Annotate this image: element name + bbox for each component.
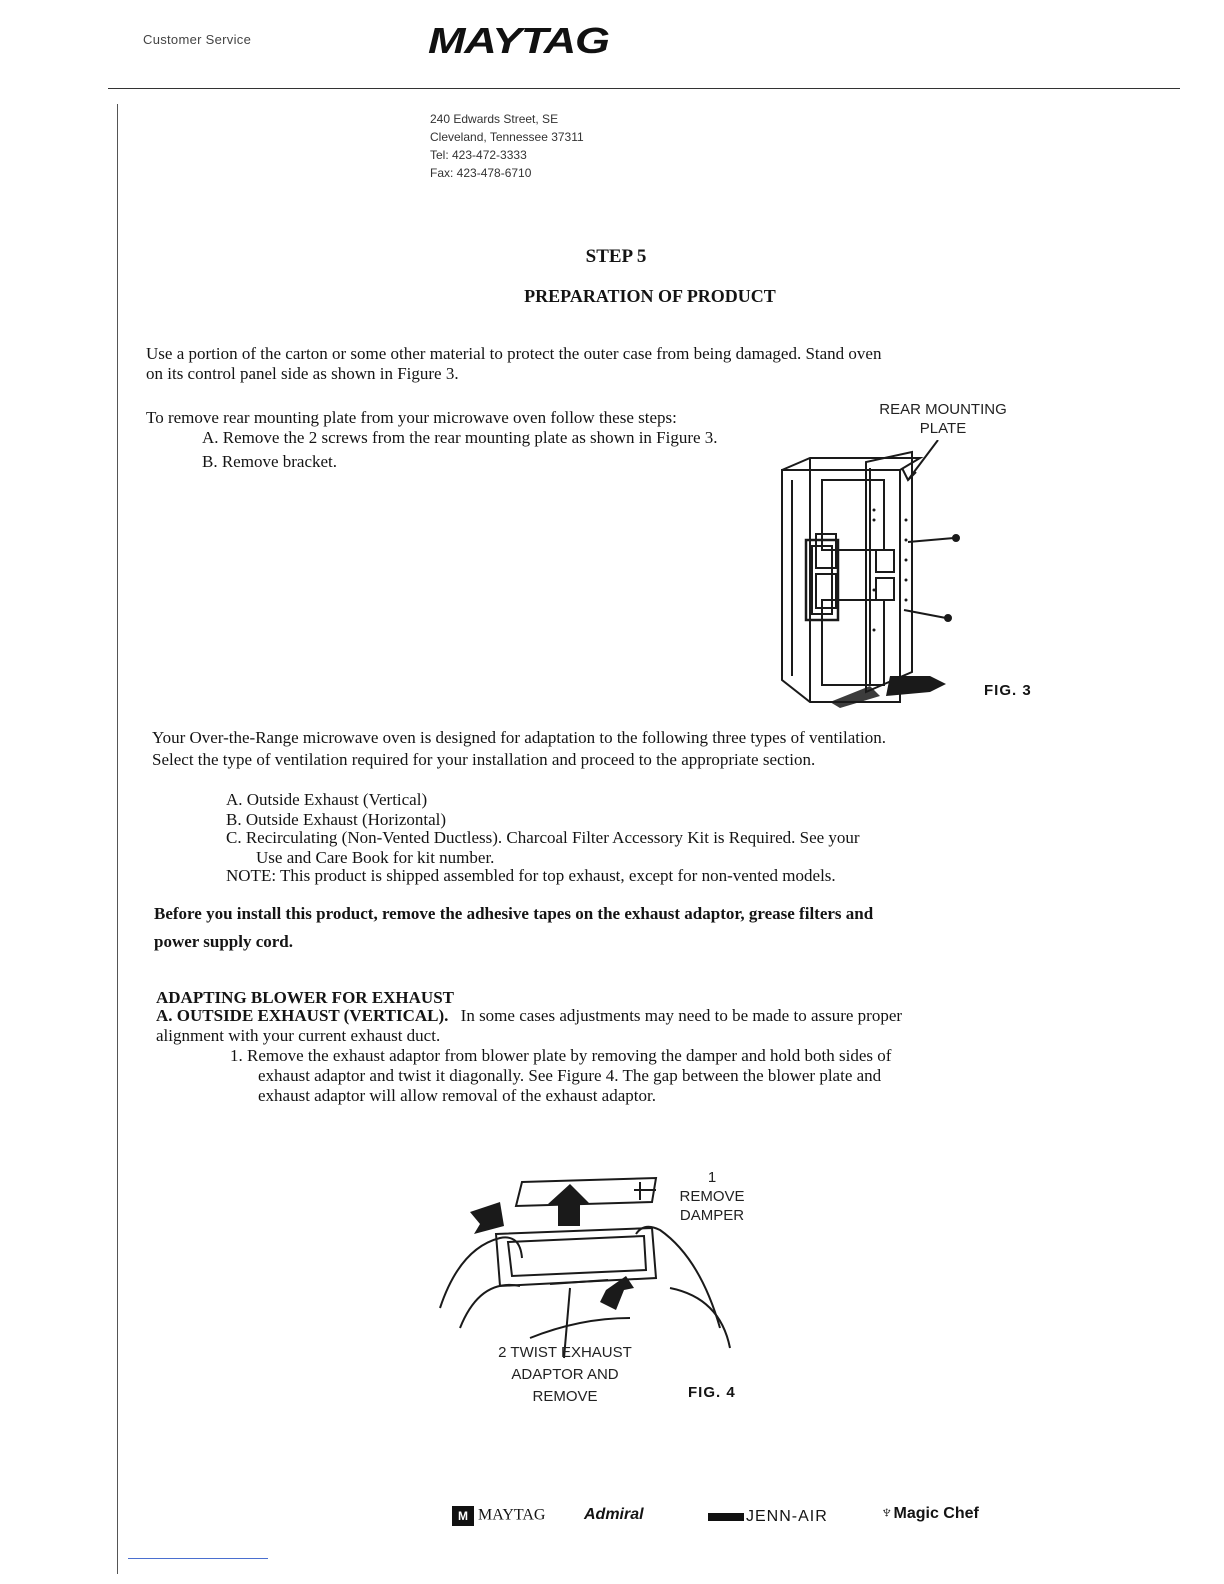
vent-option-c: C. Recirculating (Non-Vented Ductless). Charcoal Filter Accessory Kit is Required. See your bbox=[226, 828, 860, 847]
fig3-callout bbox=[868, 400, 1018, 438]
step-title: STEP 5 bbox=[585, 246, 647, 267]
maytag-mark-icon: M bbox=[452, 1506, 474, 1526]
jenn-air-mark-icon bbox=[708, 1513, 744, 1521]
chef-hat-icon: ♆ bbox=[880, 1502, 894, 1522]
adapting-step1-l2: exhaust adaptor and twist it diagonally. See Figure 4. The gap between the blower plate and bbox=[258, 1066, 882, 1085]
address-street: 240 Edwards Street, SE bbox=[430, 112, 559, 126]
remove-plate-lead: To remove rear mounting plate from your microwave oven follow these steps: bbox=[146, 408, 677, 427]
header-divider bbox=[108, 88, 1180, 89]
ventilation-line-2: Select the type of ventilation required for your installation and proceed to the appropriate section. bbox=[152, 750, 816, 769]
vent-option-a: A. Outside Exhaust (Vertical) bbox=[226, 790, 428, 809]
vent-option-b: B. Outside Exhaust (Horizontal) bbox=[226, 810, 447, 829]
footer-brand-maytag bbox=[452, 1506, 545, 1526]
footer-brand-maytag-name: MAYTAG bbox=[478, 1506, 546, 1524]
remove-plate-step-b: B. Remove bracket. bbox=[202, 452, 338, 471]
fig4-callout-1-number: 1 bbox=[707, 1169, 717, 1186]
fig4-callout-1-line2: DAMPER bbox=[679, 1207, 745, 1224]
address-tel: Tel: 423-472-3333 bbox=[430, 148, 527, 162]
adapting-step1-l1: 1. Remove the exhaust adaptor from blower plate by removing the damper and hold both sides of bbox=[230, 1046, 892, 1065]
footer-brand-jenn-air-name: JENN-AIR bbox=[746, 1508, 828, 1525]
fig3-callout-line2: PLATE bbox=[919, 420, 967, 437]
adapting-heading: ADAPTING BLOWER FOR EXHAUST bbox=[156, 988, 455, 1007]
intro-line-1: Use a portion of the carton or some other material to protect the outer case from being damaged. Stand oven bbox=[146, 344, 882, 363]
margin-line bbox=[117, 104, 118, 1574]
adapting-line-2: alignment with your current exhaust duct. bbox=[156, 1026, 441, 1045]
footer-brand-jenn-air bbox=[708, 1508, 828, 1526]
adapting-step1-l3: exhaust adaptor will allow removal of the exhaust adaptor. bbox=[258, 1086, 656, 1105]
footer-brand-magic-chef-name: Magic Chef bbox=[893, 1505, 979, 1522]
vent-note: NOTE: This product is shipped assembled for top exhaust, except for non-vented models. bbox=[226, 866, 836, 885]
footer-brand-magic-chef bbox=[880, 1502, 979, 1523]
department-label: Customer Service bbox=[143, 32, 252, 47]
vent-option-c-cont: Use and Care Book for kit number. bbox=[256, 848, 495, 867]
warning-line-1: Before you install this product, remove the adhesive tapes on the exhaust adaptor, grease filters and bbox=[154, 904, 874, 923]
adapting-sub-text: In some cases adjustments may need to be made to assure proper bbox=[460, 1006, 903, 1025]
fig4-callout-2-line2: ADAPTOR AND bbox=[511, 1366, 619, 1383]
fig3-label: FIG. 3 bbox=[984, 682, 1032, 699]
adapting-sub-heading: A. OUTSIDE EXHAUST (VERTICAL). bbox=[156, 1006, 449, 1025]
address-city: Cleveland, Tennessee 37311 bbox=[430, 130, 584, 144]
fig4-label: FIG. 4 bbox=[688, 1384, 736, 1401]
section-title: PREPARATION OF PRODUCT bbox=[524, 286, 776, 306]
intro-line-2: on its control panel side as shown in Figure 3. bbox=[146, 364, 459, 383]
fig4-callout-2-line1: 2 TWIST EXHAUST bbox=[498, 1344, 632, 1361]
ventilation-line-1: Your Over-the-Range microwave oven is designed for adaptation to the following three types of ventilation. bbox=[152, 728, 886, 747]
address-fax: Fax: 423-478-6710 bbox=[430, 166, 532, 180]
fig4-callout-1 bbox=[672, 1168, 752, 1225]
maytag-logo: MAYTAG bbox=[428, 20, 609, 61]
footer-brand-admiral: Admiral bbox=[584, 1506, 644, 1523]
remove-plate-step-a: A. Remove the 2 screws from the rear mounting plate as shown in Figure 3. bbox=[202, 428, 718, 447]
company-address bbox=[430, 110, 584, 182]
footer-rule bbox=[128, 1558, 268, 1559]
figure3-oven-illustration bbox=[770, 440, 990, 710]
warning-line-2: power supply cord. bbox=[154, 932, 294, 951]
fig4-callout-2-line3: REMOVE bbox=[532, 1388, 598, 1405]
adapting-subsection bbox=[156, 1006, 902, 1025]
fig4-callout-2 bbox=[470, 1342, 660, 1408]
fig4-callout-1-line1: REMOVE bbox=[679, 1188, 745, 1205]
fig3-callout-line1: REAR MOUNTING bbox=[879, 401, 1007, 418]
